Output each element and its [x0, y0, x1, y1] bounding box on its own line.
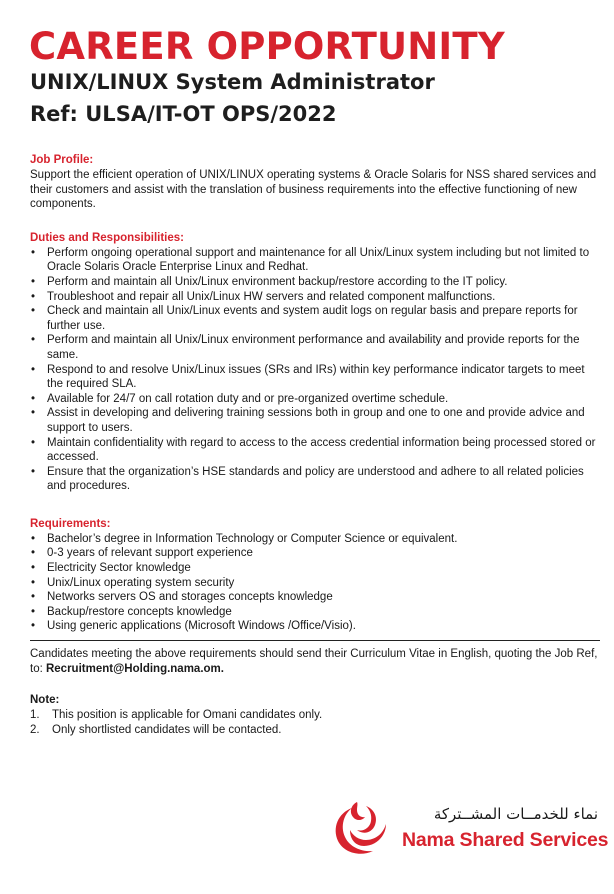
list-item: [30, 304, 600, 333]
divider: [30, 640, 600, 641]
list-item-text: Perform ongoing operational support and maintenance for all Unix/Linux system including but not limited to Oracle Solaris Oracle Enterprise Linux and Redhat.: [47, 246, 590, 274]
list-item: [30, 246, 600, 275]
bullet-icon: •: [31, 275, 36, 288]
list-item: [30, 392, 600, 407]
bullet-icon: •: [31, 547, 36, 560]
bullet-icon: •: [31, 290, 36, 303]
job-profile-heading: Job Profile:: [30, 154, 94, 166]
bullet-icon: •: [31, 305, 36, 318]
list-item-text: Unix/Linux operating system security: [47, 576, 235, 589]
bullet-icon: •: [31, 620, 36, 633]
list-item-text: Troubleshoot and repair all Unix/Linux HW servers and related component malfunctions.: [47, 290, 496, 303]
list-item-text: Maintain confidentiality with regard to access to the access credential information being processed stored or accessed.: [47, 436, 596, 464]
list-item-text: Networks servers OS and storages concepts knowledge: [47, 591, 333, 604]
list-item: [30, 590, 600, 605]
application-text: Candidates meeting the above requirements should send their Curriculum Vitae in English, quoting the Job Ref, to:: [30, 648, 598, 675]
list-item: [30, 708, 600, 723]
page-title: CAREER OPPORTUNITY: [29, 25, 505, 68]
requirements-heading: Requirements:: [30, 517, 111, 530]
list-item-text: Using generic applications (Microsoft Windows /Office/Visio).: [47, 620, 356, 633]
list-item: [30, 546, 600, 561]
list-item-text: This position is applicable for Omani candidates only.: [52, 709, 323, 722]
list-item: [30, 619, 600, 634]
list-item: [30, 723, 600, 738]
bullet-icon: •: [31, 591, 36, 604]
job-profile-text: Support the efficient operation of UNIX/LINUX operating systems & Oracle Solaris for NSS shared services and their customers and assist with the translation of business requirements into the effective functioning of new components.: [30, 169, 597, 211]
note-heading: Note:: [30, 694, 60, 707]
list-item: [30, 333, 600, 362]
bullet-icon: •: [31, 562, 36, 575]
duties-heading: Duties and Responsibilities:: [30, 231, 184, 244]
list-item-text: Electricity Sector knowledge: [47, 562, 191, 575]
bullet-icon: •: [31, 392, 36, 405]
list-item: [30, 576, 600, 591]
list-item: [30, 290, 600, 305]
recruitment-email-link[interactable]: Recruitment@Holding.nama.om.: [45, 662, 224, 675]
job-profile-section: [30, 153, 600, 212]
application-instructions: [30, 647, 600, 676]
note-number: 1.: [30, 709, 40, 722]
list-item-text: Assist in developing and delivering training sessions both in group and one to one and provide advice and support to users.: [47, 407, 585, 434]
duties-list: [30, 246, 600, 494]
company-name-english: Nama Shared Services: [402, 829, 609, 851]
list-item: [30, 436, 600, 465]
bullet-icon: •: [31, 605, 36, 618]
list-item: [30, 406, 600, 435]
requirements-section: [30, 517, 600, 634]
job-title: UNIX/LINUX System Administrator: [30, 70, 435, 94]
bullet-icon: •: [31, 334, 36, 347]
list-item-text: 0-3 years of relevant support experience: [47, 547, 253, 560]
list-item: [30, 275, 600, 290]
list-item-text: Available for 24/7 on call rotation duty and or pre-organized overtime schedule.: [47, 392, 449, 405]
bullet-icon: •: [31, 436, 36, 449]
list-item: [30, 532, 600, 547]
list-item-text: Perform and maintain all Unix/Linux environment backup/restore according to the IT policy.: [47, 275, 508, 288]
company-name-arabic: نماء للخدمــات المشــتركة: [433, 805, 598, 823]
company-logo: [330, 800, 609, 860]
note-list: [30, 708, 600, 737]
list-item-text: Backup/restore concepts knowledge: [47, 605, 232, 618]
bullet-icon: •: [31, 532, 36, 545]
list-item-text: Perform and maintain all Unix/Linux environment performance and availability and provide reports for the same.: [47, 334, 580, 361]
job-reference: Ref: ULSA/IT-OT OPS/2022: [30, 102, 337, 126]
list-item: [30, 465, 600, 494]
requirements-list: [30, 532, 600, 634]
bullet-icon: •: [31, 407, 36, 420]
bullet-icon: •: [31, 363, 36, 376]
list-item: [30, 561, 600, 576]
job-advertisement: [30, 0, 600, 737]
list-item: [30, 605, 600, 620]
list-item-text: Check and maintain all Unix/Linux events and system audit logs on regular basis and prepare reports for further use.: [47, 305, 578, 332]
list-item-text: Only shortlisted candidates will be contacted.: [52, 723, 282, 736]
note-number: 2.: [30, 723, 40, 736]
list-item-text: Respond to and resolve Unix/Linux issues (SRs and IRs) within key performance indicator targets to meet the required SLA.: [47, 363, 585, 391]
list-item: [30, 363, 600, 392]
list-item-text: Ensure that the organization’s HSE standards and policy are understood and adhere to all related policies and procedures.: [47, 465, 584, 493]
bullet-icon: •: [31, 465, 36, 478]
list-item-text: Bachelor’s degree in Information Technology or Computer Science or equivalent.: [47, 532, 458, 545]
nama-logo-icon: [330, 800, 392, 858]
bullet-icon: •: [31, 576, 36, 589]
bullet-icon: •: [31, 246, 36, 259]
note-section: [30, 693, 600, 737]
duties-section: [30, 231, 600, 494]
